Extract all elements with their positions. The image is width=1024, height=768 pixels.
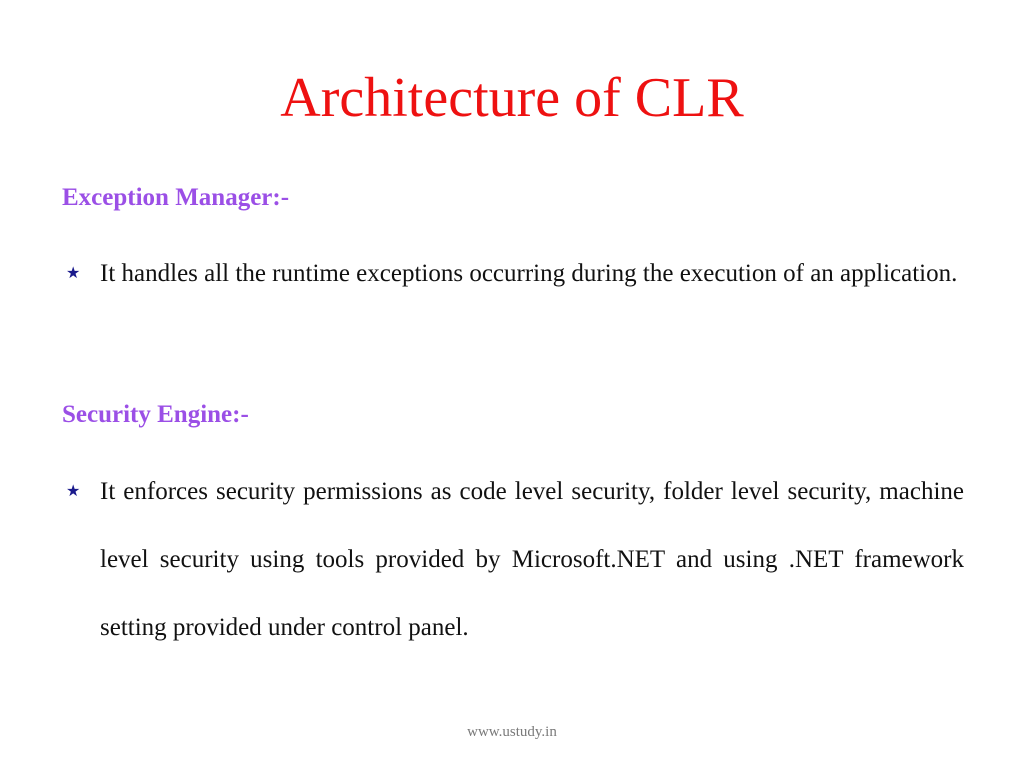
bullet-text: It handles all the runtime exceptions occurring during the execution of an application. <box>100 260 958 287</box>
bullet-text: It enforces security permissions as code level security, folder level security, machine level security using tools provided by Microsoft.NET and using .NET framework setting provided under control panel. <box>100 478 964 641</box>
slide-title: Architecture of CLR <box>280 67 744 129</box>
section-heading-exception-manager: Exception Manager:- <box>62 184 290 211</box>
section-heading-security-engine: Security Engine:- <box>62 401 249 428</box>
footer-url: www.ustudy.in <box>467 724 557 740</box>
bullet-exception-manager <box>62 240 964 308</box>
star-icon: ★ <box>66 265 81 282</box>
star-icon: ★ <box>66 483 81 500</box>
bullet-security-engine <box>62 458 964 662</box>
